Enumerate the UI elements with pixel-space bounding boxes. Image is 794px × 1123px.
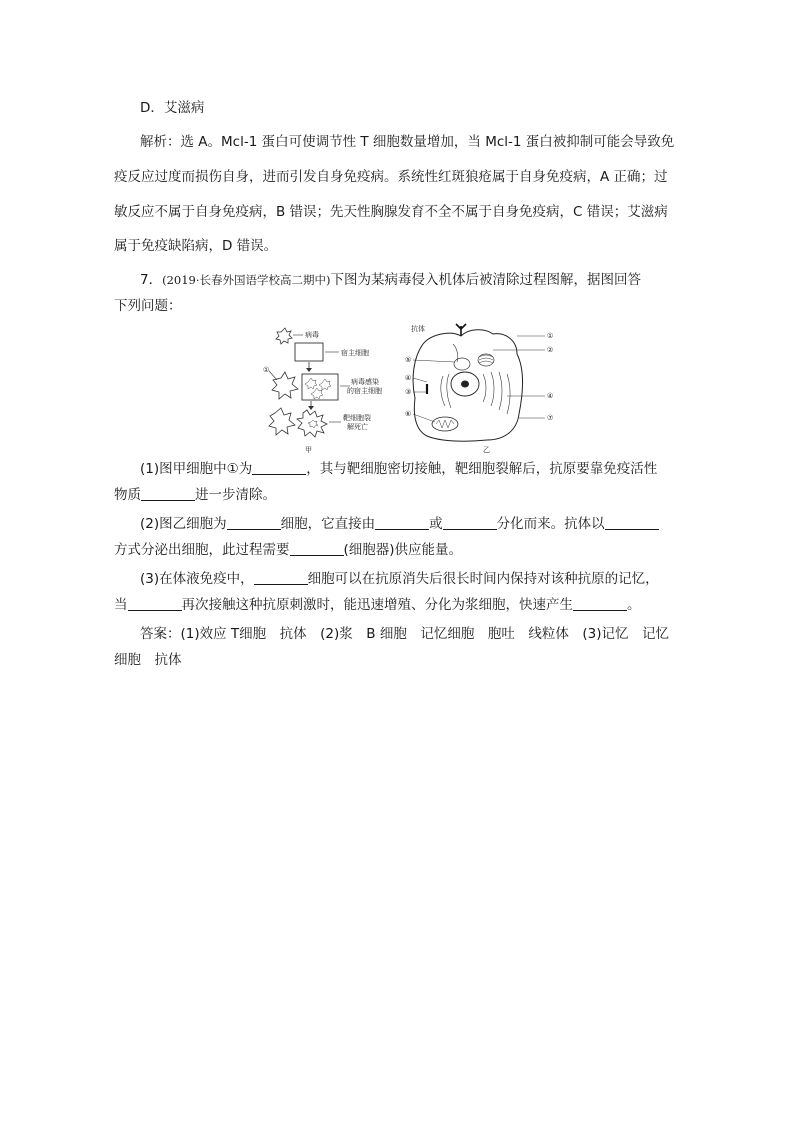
marker-left-3: ③ xyxy=(405,388,412,396)
q3-text-c: 当 xyxy=(114,597,128,613)
marker-right-7: ⑦ xyxy=(547,414,554,422)
q3-text-a: (3)在体液免疫中， xyxy=(140,571,254,587)
label-antibody: 抗体 xyxy=(411,325,425,333)
sub-question-2-line-2 xyxy=(114,540,684,560)
mitochondrion-icon xyxy=(432,417,458,431)
q1-text-a: (1)图甲细胞中①为 xyxy=(140,461,253,477)
diagram-jia xyxy=(263,328,382,454)
question-source: (2019·长春外国语学校高二期中) xyxy=(162,273,331,287)
blank-q2-1 xyxy=(227,515,281,530)
label-marker-1: ① xyxy=(263,366,270,374)
answer-line-2: 细胞 抗体 xyxy=(114,652,182,668)
q1-text-b: ，其与靶细胞密切接触，靶细胞裂解后，抗原要靠免疫活性 xyxy=(306,461,658,477)
sub-question-1-line-1 xyxy=(140,459,710,479)
rough-er-icon xyxy=(483,372,510,414)
marker-left-4: ④ xyxy=(405,374,412,382)
blank-q2-3 xyxy=(443,515,497,530)
label-virus: 病毒 xyxy=(305,331,319,339)
q2-text-e: 方式分泌出细胞，此过程需要 xyxy=(114,542,290,558)
blank-q3-2 xyxy=(128,596,182,611)
virus-icon xyxy=(276,328,292,344)
answer-line-1: 答案：(1)效应 T细胞 抗体 (2)浆 B 细胞 记忆细胞 胞吐 线粒体 (3)记忆 记忆 xyxy=(140,626,669,642)
q3-text-b: 细胞可以在抗原消失后很长时间内保持对该种抗原的记忆， xyxy=(307,571,659,587)
effector-t-cell-2 xyxy=(269,408,295,435)
q2-text-a: (2)图乙细胞为 xyxy=(140,516,227,532)
sub-question-3-line-1 xyxy=(140,569,710,589)
marker-left-6: ⑥ xyxy=(405,410,412,418)
analysis-line-4: 属于免疫缺陷病，D 错误。 xyxy=(114,238,278,254)
sub-question-3-line-2 xyxy=(114,595,684,615)
question-stem xyxy=(140,270,710,290)
q2-text-c: 或 xyxy=(429,516,443,532)
marker-right-1: ① xyxy=(547,332,554,340)
blank-q2-5 xyxy=(290,541,344,556)
analysis-line-1: 解析：选 A。Mcl-1 蛋白可使调节性 T 细胞数量增加，当 Mcl-1 蛋白被抑制可能会导致免 xyxy=(140,134,675,150)
nucleolus-icon xyxy=(461,381,469,388)
caption-yi: 乙 xyxy=(483,446,490,454)
blank-q2-2 xyxy=(375,515,429,530)
q2-text-b: 细胞，它直接由 xyxy=(280,516,376,532)
q2-text-d: 分化而来。抗体以 xyxy=(496,516,605,532)
label-lysis-2: 解死亡 xyxy=(347,423,368,431)
golgi-apparatus-icon xyxy=(478,354,494,366)
blank-q2-4 xyxy=(605,515,659,530)
q2-text-f: (细胞器)供应能量。 xyxy=(343,542,463,558)
q1-text-d: 进一步清除。 xyxy=(195,487,276,503)
diagram-figure xyxy=(255,322,565,458)
label-infected-1: 病毒感染 xyxy=(351,378,379,386)
host-cell-box xyxy=(295,343,323,361)
marker-right-2: ② xyxy=(547,346,554,354)
analysis-line-2: 疫反应过度而损伤自身，进而引发自身免疫病。系统性红斑狼疮属于自身免疫病，A 正确；过 xyxy=(114,169,668,185)
marker-right-4: ④ xyxy=(547,392,554,400)
analysis-line-3: 敏反应不属于自身免疫病，B 错误；先天性胸腺发育不全不属于自身免疫病，C 错误；艾滋病 xyxy=(114,204,668,220)
label-host: 宿主细胞 xyxy=(341,349,369,357)
effector-t-cell-1 xyxy=(272,372,298,399)
q3-text-d: 再次接触这种抗原刺激时，能迅速增殖、分化为浆细胞，快速产生 xyxy=(181,597,573,613)
question-stem-line-2: 下列问题： xyxy=(114,298,182,314)
marker-left-5: ⑤ xyxy=(405,356,412,364)
sub-question-1-line-2 xyxy=(114,485,684,505)
blank-q1-2 xyxy=(141,486,195,501)
lysed-target-cell xyxy=(297,410,327,437)
label-infected-2: 的宿主细胞 xyxy=(347,387,382,395)
immune-process-diagram xyxy=(255,322,565,458)
q1-text-c: 物质 xyxy=(114,487,141,503)
q3-text-e: 。 xyxy=(627,597,641,613)
caption-jia: 甲 xyxy=(305,446,312,454)
diagram-yi xyxy=(405,324,553,454)
option-d: D．艾滋病 xyxy=(140,100,205,116)
blank-q1-1 xyxy=(252,460,306,475)
question-number: 7． xyxy=(140,272,163,288)
blank-q3-1 xyxy=(254,570,308,585)
label-lysis-1: 靶细胞裂 xyxy=(343,414,371,422)
blank-q3-3 xyxy=(573,596,627,611)
question-stem-text: 下图为某病毒侵入机体后被清除过程图解，据图回答 xyxy=(330,272,641,288)
golgi-vesicle-icon xyxy=(454,358,470,370)
sub-question-2-line-1 xyxy=(140,514,710,534)
